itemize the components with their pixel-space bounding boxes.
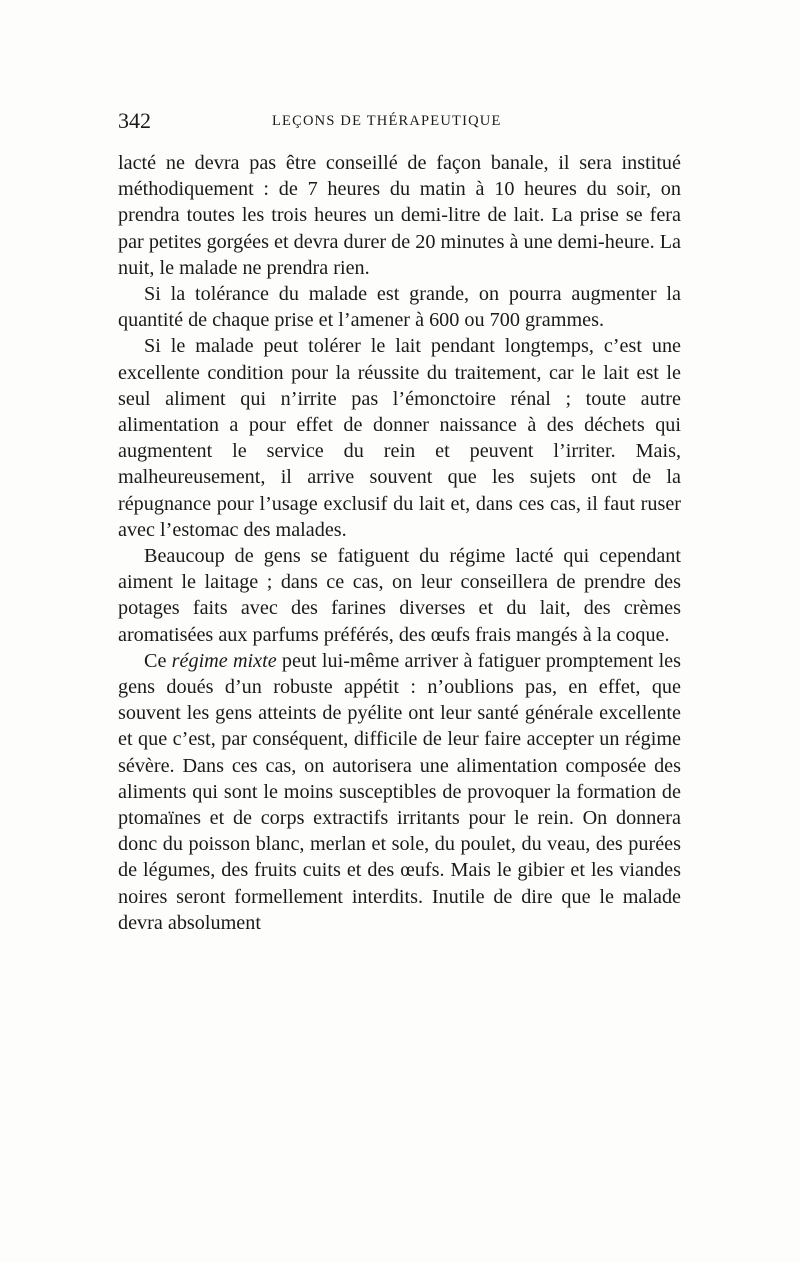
paragraph-2: Si la tolérance du malade est grande, on pourra augmenter la quantité de chaque prise et l’amener à 600 ou 700 grammes.	[118, 283, 681, 332]
paragraph-3: Si le malade peut tolérer le lait pendant longtemps, c’est une excellente condition pour la réussite du traitement, car le lait est le seul aliment qui n’irrite pas l’émonctoire rénal ; toute autre alimentation a pour effet de donner naissance à des déchets qui augmentent le service du rein et peuvent l’irriter. Mais, malheureusement, il arrive souvent que les sujets ont de la répugnance pour l’usage exclusif du lait et, dans ces cas, il faut ruser avec l’estomac des malades.	[118, 335, 681, 541]
paragraph-4: Beaucoup de gens se fatiguent du régime lacté qui cependant aiment le laitage ; dans ce cas, on leur conseillera de prendre des potages faits avec des farines diverses et du lait, des crèmes aromatisées aux parfums préférés, des œufs frais mangés à la coque.	[118, 545, 681, 646]
paragraph-1: lacté ne devra pas être conseillé de façon banale, il sera institué méthodiquement : de 7 heures du matin à 10 heures du soir, on prendra toutes les trois heures un demi-litre de lait. La prise se fera par petites gorgées et devra durer de 20 minutes à une demi-heure. La nuit, le malade ne prendra rien.	[118, 152, 681, 279]
paragraph-5-lead: Ce	[144, 649, 172, 672]
paragraph-5-text: peut lui-même arriver à fatiguer promptement les gens doués d’un robuste appétit : n’oublions pas, en effet, que souvent les gens atteints de pyélite ont leur santé générale excellente et que c’est, par conséquent, difficile de leur faire accepter un régime sévère. Dans ces cas, on autorisera une alimentation composée des aliments qui sont le moins susceptibles de provoquer la formation de ptomaïnes et de corps extractifs irritants pour le rein. On donnera donc du poisson blanc, merlan et sole, du poulet, du veau, des purées de légumes, des fruits cuits et des œufs. Mais le gibier et les viandes noires seront formellement interdits. Inutile de dire que le malade devra absolument	[118, 649, 681, 934]
page-header	[118, 108, 681, 138]
running-title: LEÇONS DE THÉRAPEUTIQUE	[272, 113, 502, 129]
paragraph-5	[118, 648, 681, 936]
emphasis-regime-mixte: régime mixte	[171, 649, 277, 672]
page-number: 342	[118, 108, 151, 133]
body-text	[118, 150, 681, 936]
